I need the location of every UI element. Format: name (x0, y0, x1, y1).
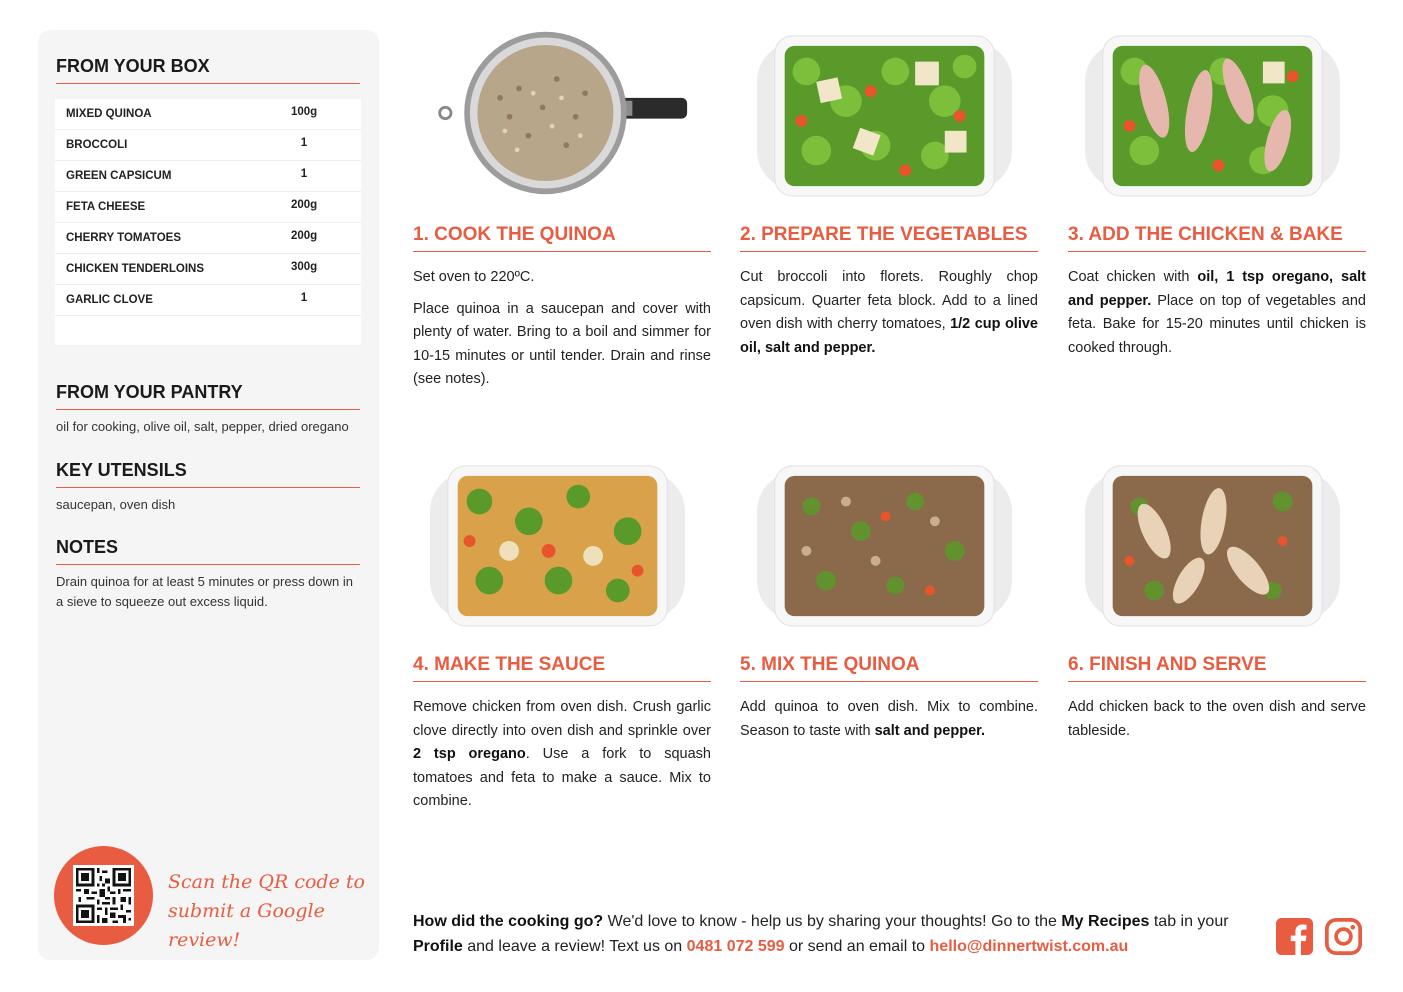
step-5-text (740, 696, 1038, 743)
footer-my-recipes: My Recipes (1061, 913, 1150, 930)
ingredient-name: BROCCOLI (66, 139, 128, 151)
step-4-bold: 2 tsp oregano (413, 746, 526, 762)
step-5-bold: salt and pepper. (874, 722, 986, 739)
ingredient-qty: 1 (300, 168, 308, 180)
step-4-title: 4. MAKE THE SAUCE (413, 654, 711, 682)
step-3-bold: oil, 1 tsp oregano, salt and pepper. (1068, 269, 1366, 309)
table-row (55, 223, 361, 254)
step-3-title: 3. ADD THE CHICKEN & BAKE (1068, 224, 1366, 252)
ingredient-qty: 100g (291, 106, 318, 118)
box-title: FROM YOUR BOX (56, 56, 360, 84)
ingredient-qty: 200g (291, 199, 318, 211)
step-6-title: 6. FINISH AND SERVE (1068, 654, 1366, 682)
footer-text-3: and leave a review! Text us on (467, 938, 683, 955)
pantry-text: oil for cooking, olive oil, salt, pepper, dried oregano (56, 419, 349, 434)
sidebar (38, 30, 379, 960)
utensils-title: KEY UTENSILS (56, 460, 360, 488)
footer-phone-link[interactable]: 0481 072 599 (686, 938, 785, 955)
step-3-pre: Coat chicken with (1068, 269, 1190, 285)
chicken-bake-photo (1085, 30, 1340, 200)
pantry-title: FROM YOUR PANTRY (56, 382, 360, 410)
step-1-text (413, 266, 711, 400)
ingredient-name: GREEN CAPSICUM (66, 170, 172, 182)
ingredient-name: CHICKEN TENDERLOINS (66, 263, 205, 275)
table-row (55, 285, 361, 316)
vegetables-dish-photo (757, 30, 1012, 200)
facebook-icon[interactable] (1276, 918, 1313, 955)
mixed-quinoa-dish-photo (757, 460, 1012, 630)
footer-text-4: or send an email to (788, 938, 926, 955)
ingredient-name: CHERRY TOMATOES (66, 232, 182, 244)
qr-caption-line-2: submit a Google review! (168, 900, 325, 951)
notes-text: Drain quinoa for at least 5 minutes or press down in a sieve to squeeze out excess liquid. (56, 574, 353, 609)
notes-title: NOTES (56, 537, 360, 565)
step-5-title: 5. MIX THE QUINOA (740, 654, 1038, 682)
step-2-text (740, 266, 1038, 360)
utensils-text: saucepan, oven dish (56, 497, 176, 512)
step-4-text (413, 696, 711, 814)
table-row (55, 161, 361, 192)
step-1-para-2: Place quinoa in a saucepan and cover with plenty of water. Bring to a boil and simmer for 10-15 minutes or until tender. Drain and rinse (see notes). (413, 300, 711, 387)
ingredient-qty: 1 (300, 137, 308, 149)
footer-review-prompt (413, 909, 1263, 959)
step-4-pre: Remove chicken from oven dish. Crush garlic clove directly into oven dish and sprinkle over (413, 699, 711, 739)
step-3-post: Place on top of vegetables and feta. Bake for 15-20 minutes until chicken is cooked through. (1068, 292, 1366, 356)
qr-caption (168, 868, 368, 955)
qr-code-icon[interactable] (73, 865, 134, 926)
footer-text-1: We'd love to know - help us by sharing your thoughts! Go to the (607, 913, 1057, 930)
table-row (55, 130, 361, 161)
table-row (55, 99, 361, 130)
qr-badge[interactable] (54, 846, 153, 945)
step-2-bold: 1/2 cup olive oil, salt and pepper. (740, 316, 1038, 356)
ingredient-name: MIXED QUINOA (66, 108, 152, 120)
quinoa-saucepan-photo (434, 28, 689, 198)
sauce-dish-photo (430, 460, 685, 630)
step-1-para-1: Set oven to 220ºC. (413, 269, 535, 285)
finished-dish-photo (1085, 460, 1340, 630)
instagram-icon[interactable] (1325, 918, 1362, 955)
ingredient-name: GARLIC CLOVE (66, 294, 153, 306)
qr-caption-line-1: Scan the QR code to (168, 871, 365, 893)
footer-question: How did the cooking go? (413, 913, 604, 930)
ingredient-qty: 300g (291, 261, 318, 273)
step-2-body: Cut broccoli into florets. Roughly chop capsicum. Quarter feta block. Add to a lined oven dish with cherry tomatoes, (740, 269, 1038, 332)
footer-profile: Profile (413, 938, 463, 955)
table-row (55, 192, 361, 223)
footer-email-link[interactable]: hello@dinnertwist.com.au (929, 938, 1129, 955)
step-6-body: Add chicken back to the oven dish and serve tableside. (1068, 699, 1366, 739)
ingredient-qty: 200g (291, 230, 318, 242)
step-2-title: 2. PREPARE THE VEGETABLES (740, 224, 1038, 252)
step-1-title: 1. COOK THE QUINOA (413, 224, 711, 252)
ingredient-qty: 1 (300, 292, 308, 304)
table-row (55, 254, 361, 285)
step-3-text (1068, 266, 1366, 360)
ingredient-name: FETA CHEESE (66, 201, 146, 213)
footer-text-2: tab in your (1153, 913, 1229, 930)
step-5-pre: Add quinoa to oven dish. Mix to combine. Season to taste with (740, 699, 1038, 739)
step-4-post: . Use a fork to squash tomatoes and feta to make a sauce. Mix to combine. (413, 746, 711, 809)
step-6-text (1068, 696, 1366, 743)
ingredients-table (55, 99, 361, 345)
